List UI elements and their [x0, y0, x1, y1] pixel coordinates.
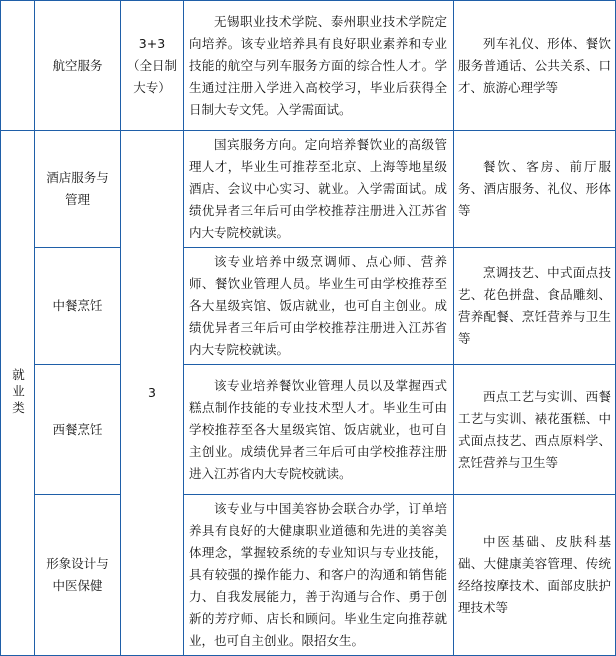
duration-line: 3+3 [138, 35, 166, 51]
table-row [1, 1, 616, 131]
major-name: 酒店服务与管理 [35, 131, 121, 248]
major-courses: 中医基础、皮肤科基础、大健康美容管理、传统经络按摩技术、面部皮肤护理技术等 [454, 495, 616, 656]
major-courses: 餐饮、客房、前厅服务、酒店服务、礼仪、形体等 [454, 131, 616, 248]
major-courses: 西点工艺与实训、西餐工艺与实训、裱花蛋糕、中式面点技艺、西点原料学、烹饪营养与卫生等 [454, 365, 616, 495]
major-description: 该专业与中国美容协会联合办学，订单培养具有良好的大健康职业道德和先进的美容美体理念，掌握较系统的专业知识与专业技能，具有较强的操作能力、和客户的沟通和销售能力、自我发展能力，善于沟通与合作、勇于创新的芳疗师、店长和顾问。毕业生定向推荐就业，也可自主创业。限招女生。 [184, 495, 454, 656]
major-name: 中餐烹饪 [35, 248, 121, 365]
major-description: 该专业培养餐饮业管理人员以及掌握西式糕点制作技能的专业技术型人才。毕业生可由学校推荐至各大星级宾馆、饭店就业，也可自主创业。成绩优异者三年后可由学校推荐注册进入江苏省内大专院校就读。 [184, 365, 454, 495]
major-name: 形象设计与中医保健 [35, 495, 121, 656]
major-name: 航空服务 [35, 1, 121, 131]
major-description: 国宾服务方向。定向培养餐饮业的高级管理人才，毕业生可推荐至北京、上海等地星级酒店、会议中心实习、就业。入学需面试。成绩优异者三年后可由学校推荐注册进入江苏省内大专院校就读。 [184, 131, 454, 248]
major-description: 无锡职业技术学院、泰州职业技术学院定向培养。该专业培养具有良好职业素养和专业技能的航空与列车服务方面的综合性人才。学生通过注册入学进入高校学习，毕业后获得全日制大专文凭。入学需面试。 [184, 1, 454, 131]
major-description: 该专业培养中级烹调师、点心师、营养师、餐饮业管理人员。毕业生可由学校推荐至各大星级宾馆、饭店就业，也可自主创业。成绩优异者三年后可由学校推荐注册进入江苏省内大专院校就读。 [184, 248, 454, 365]
category-cell: 就业类 [1, 131, 35, 656]
major-courses: 烹调技艺、中式面点技艺、花色拼盘、食品雕刻、营养配餐、烹饪营养与卫生等 [454, 248, 616, 365]
duration-cell [121, 1, 184, 131]
major-courses: 列车礼仪、形体、餐饮服务普通话、公共关系、口才、旅游心理学等 [454, 1, 616, 131]
duration-cell: 3 [121, 131, 184, 656]
table-row [1, 248, 616, 365]
table-row [1, 365, 616, 495]
category-cell-empty [1, 1, 35, 131]
table-row [1, 131, 616, 248]
table-row [1, 495, 616, 656]
major-name: 西餐烹饪 [35, 365, 121, 495]
duration-line: 大专） [133, 79, 171, 95]
duration-line: （全日制 [126, 57, 177, 73]
